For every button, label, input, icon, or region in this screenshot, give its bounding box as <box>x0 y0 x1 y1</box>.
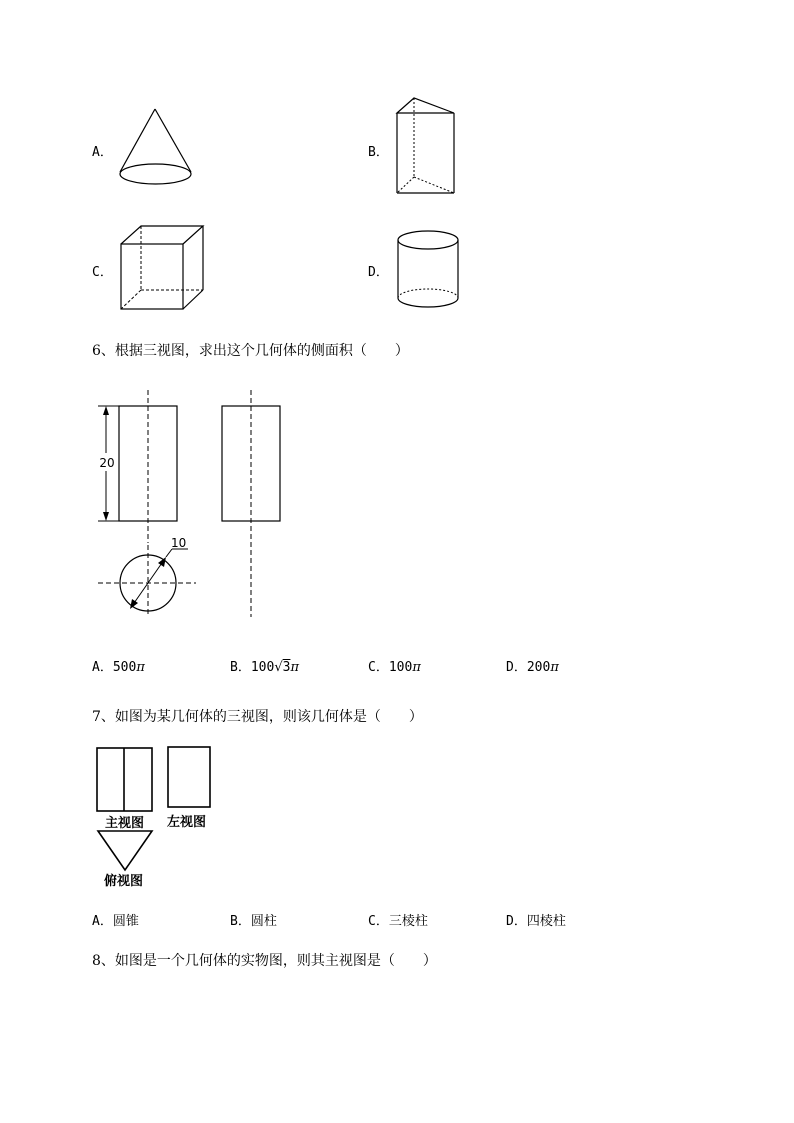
option-c-label: C． <box>92 265 113 280</box>
top-view-label: 俯视图 <box>104 874 144 889</box>
option-a-label: A． <box>92 145 113 160</box>
top-view-triangle-figure <box>95 828 155 873</box>
diameter-dimension-label: 10 <box>171 536 187 550</box>
q7-choice-c: C．三棱柱 <box>368 914 428 929</box>
q7-choice-a: A．圆锥 <box>92 914 139 929</box>
q6-choice-c: C．100π <box>368 660 421 675</box>
q6-choice-a: A．500π <box>92 660 145 675</box>
question-6-text: 6、根据三视图，求出这个几何体的侧面积（ ） <box>92 343 409 359</box>
cone-figure <box>115 105 200 190</box>
option-b-label: B． <box>368 145 389 160</box>
sqrt-sign: √ <box>274 660 283 675</box>
cylinder-figure <box>392 226 464 314</box>
q7-choice-b: B．圆柱 <box>230 914 277 929</box>
triangular-prism-figure <box>392 95 462 200</box>
front-view-label: 主视图 <box>105 816 145 831</box>
height-dimension-label: 20 <box>99 456 115 470</box>
option-d-label: D． <box>368 265 389 280</box>
q6-choice-b: B．100√3π <box>230 660 299 675</box>
question-8-text: 8、如图是一个几何体的实物图，则其主视图是（ ） <box>92 953 437 969</box>
cube-figure <box>115 222 210 314</box>
question-7-text: 7、如图为某几何体的三视图，则该几何体是（ ） <box>92 709 423 725</box>
left-view-label: 左视图 <box>167 815 207 830</box>
q6-choice-d: D．200π <box>506 660 559 675</box>
q7-choice-d: D．四棱柱 <box>506 914 566 929</box>
three-view-cylinder-figure <box>92 385 292 620</box>
